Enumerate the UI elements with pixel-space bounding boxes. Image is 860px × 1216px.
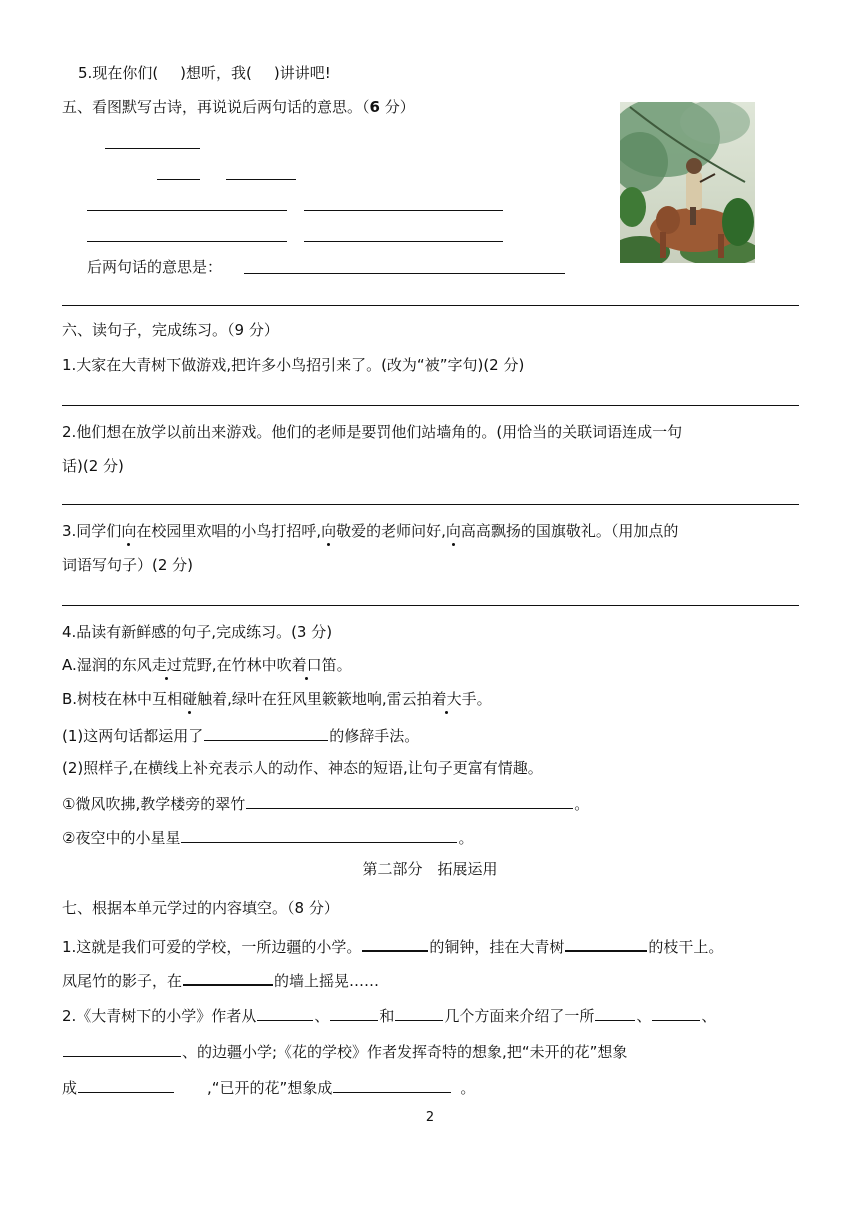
- s6-q2-answer-line[interactable]: [62, 504, 799, 505]
- meaning-label: 后两句话的意思是：: [87, 258, 223, 276]
- s6-q4-title: 4.品读有新鲜感的句子,完成练习。(3 分): [62, 623, 333, 641]
- s6-q3-answer-line[interactable]: [62, 605, 799, 606]
- section5-answer-line[interactable]: [62, 305, 799, 306]
- page-number: 2: [425, 1110, 435, 1125]
- section6-title: 六、读句子，完成练习。（9 分）: [62, 321, 279, 339]
- s6-sub2-item2: ②夜空中的小星星 。: [62, 826, 473, 848]
- phrase-blank[interactable]: [181, 826, 457, 843]
- emphasis-word: 吹着口笛: [276, 656, 337, 674]
- fill-blank[interactable]: [78, 1076, 174, 1093]
- s7-q2-line2: 、的边疆小学;《花的学校》作者发挥奇特的想象,把“未开的花”想象: [62, 1040, 627, 1062]
- s7-q2-line1: 2.《大青树下的小学》作者从 、 和 几个方面来介绍了一所 、 、: [62, 1004, 716, 1026]
- fill-blank[interactable]: [652, 1004, 700, 1021]
- herdboy-ox-image: [620, 102, 755, 263]
- s6-q2-line2: 话)(2 分): [62, 457, 124, 475]
- poem-dynasty-blank[interactable]: [157, 179, 200, 180]
- poem-line1-blank[interactable]: [87, 210, 287, 211]
- q4-item5: 5.现在你们( )想听，我( )讲讲吧!: [78, 64, 331, 82]
- emphasis-word: 互相碰触着: [152, 690, 228, 708]
- s6-sentence-b: B.树枝在林中互相碰触着,绿叶在狂风里簌簌地响,雷云拍着大手。: [62, 690, 492, 708]
- s6-sub2-item1: ①微风吹拂,教学楼旁的翠竹 。: [62, 792, 589, 814]
- emphasis-word: 向: [445, 522, 461, 540]
- poem-author-blank[interactable]: [226, 179, 296, 180]
- s7-q1-line1: 1.这就是我们可爱的学校，一所边疆的小学。 的铜钟，挂在大青树 的枝干上。: [62, 934, 723, 957]
- s6-q2-line1: 2.他们想在放学以前出来游戏。他们的老师是要罚他们站墙角的。(用恰当的关联词语连成一句: [62, 423, 683, 441]
- s7-q1-line2: 凤尾竹的影子，在 的墙上摇晃……: [62, 968, 379, 991]
- rhetoric-blank[interactable]: [204, 724, 328, 741]
- q4-item5-num: 5.: [78, 64, 93, 82]
- fill-blank[interactable]: [183, 968, 273, 986]
- section5-score: 6: [369, 98, 380, 116]
- emphasis-word: 走过: [151, 656, 182, 674]
- s6-sentence-a: A.湿润的东风走过荒野,在竹林中吹着口笛。: [62, 656, 352, 674]
- poem-title-blank[interactable]: [105, 148, 200, 149]
- fill-blank[interactable]: [395, 1004, 443, 1021]
- poem-line3-blank[interactable]: [87, 241, 287, 242]
- fill-blank[interactable]: [595, 1004, 635, 1021]
- fill-blank[interactable]: [333, 1076, 451, 1093]
- s6-sub1: (1)这两句话都运用了 的修辞手法。: [62, 724, 419, 746]
- s6-sub2: (2)照样子,在横线上补充表示人的动作、神态的短语,让句子更富有情趣。: [62, 759, 543, 777]
- section7-title: 七、根据本单元学过的内容填空。（8 分）: [62, 899, 339, 917]
- poem-line4-blank[interactable]: [304, 241, 503, 242]
- fill-blank[interactable]: [63, 1040, 181, 1057]
- fill-blank[interactable]: [565, 934, 647, 952]
- s6-q3-line1: 3.同学们向在校园里欢唱的小鸟打招呼,向敬爱的老师问好,向高高飘扬的国旗敬礼。（用加点的: [62, 522, 679, 540]
- s6-q3-line2: 词语写句子）(2 分): [62, 556, 194, 574]
- part2-heading: 第二部分 拓展运用: [362, 860, 498, 878]
- phrase-blank[interactable]: [246, 792, 573, 809]
- s6-q1: 1.大家在大青树下做游戏,把许多小鸟招引来了。(改为“被”字句)(2 分): [62, 356, 525, 374]
- emphasis-word: 向: [321, 522, 337, 540]
- poem-illustration: [620, 102, 755, 263]
- section5-title: 五、看图默写古诗，再说说后两句话的意思。（6 分）: [62, 98, 415, 116]
- fill-blank[interactable]: [362, 934, 428, 952]
- s6-q1-answer-line[interactable]: [62, 405, 799, 406]
- poem-line2-blank[interactable]: [304, 210, 503, 211]
- s7-q2-line3: 成 ,“已开的花”想象成 。: [62, 1076, 475, 1098]
- fill-blank[interactable]: [330, 1004, 378, 1021]
- emphasis-word: 拍着大手: [416, 690, 477, 708]
- meaning-blank[interactable]: [244, 273, 565, 274]
- emphasis-word: 向: [121, 522, 137, 540]
- fill-blank[interactable]: [257, 1004, 313, 1021]
